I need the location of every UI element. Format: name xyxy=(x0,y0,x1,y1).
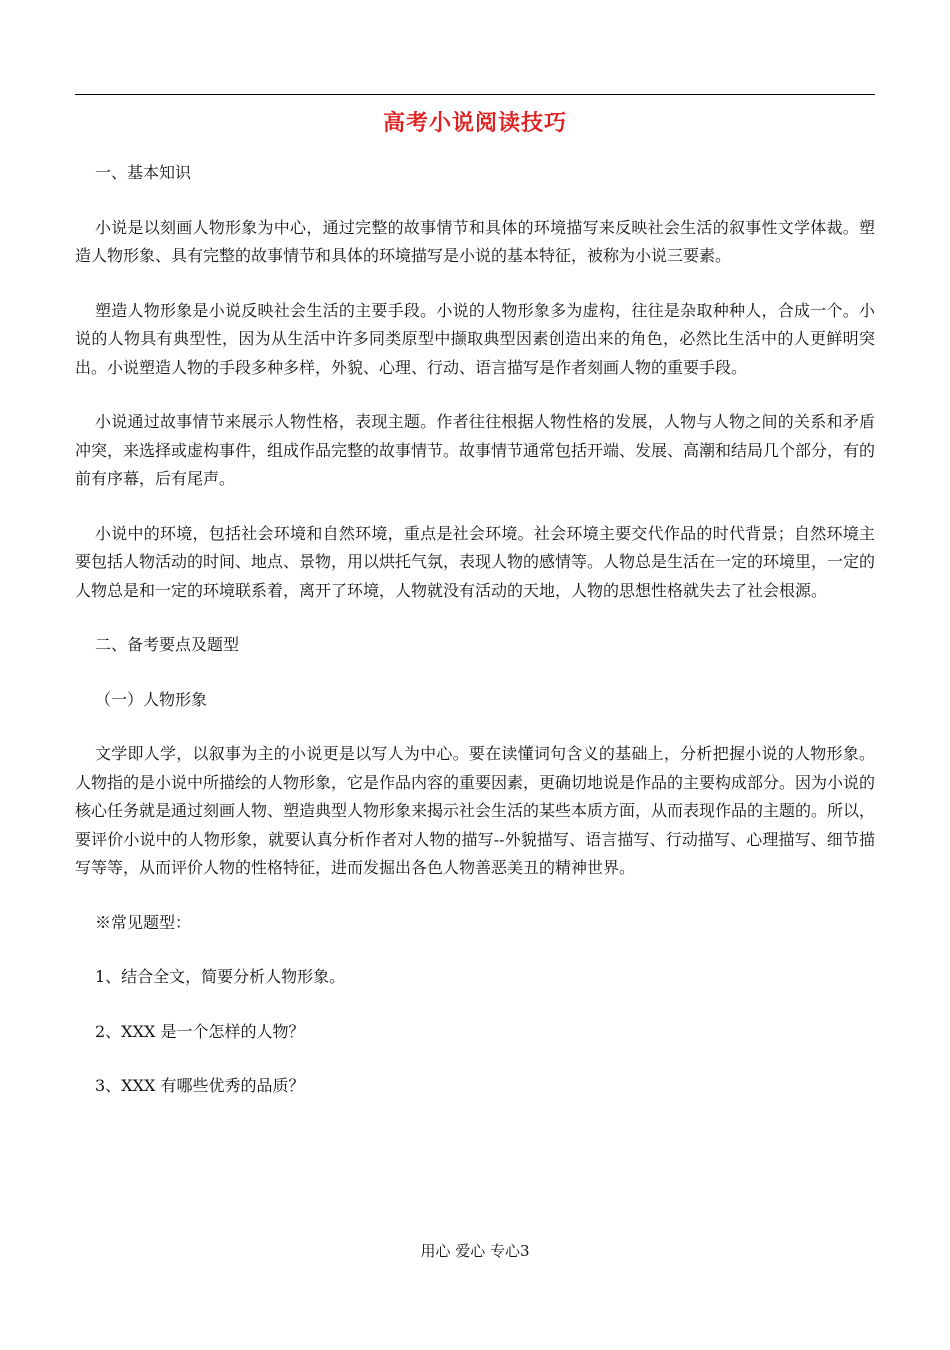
paragraph-5: 文学即人学，以叙事为主的小说更是以写人为中心。要在读懂词句含义的基础上，分析把握小说的人物形象。人物指的是小说中所描绘的人物形象，它是作品内容的重要因素，更确切地说是作品的主要构成部分。因为小说的核心任务就是通过刻画人物、塑造典型人物形象来揭示社会生活的某些本质方面，从而表现作品的主题的。所以，要评价小说中的人物形象，就要认真分析作者对人物的描写--外貌描写、语言描写、行动描写、心理描写、细节描写等等，从而评价人物的性格特征，进而发掘出各色人物善恶美丑的精神世界。 xyxy=(75,744,876,877)
paragraph-4: 小说中的环境，包括社会环境和自然环境，重点是社会环境。社会环境主要交代作品的时代背景；自然环境主要包括人物活动的时间、地点、景物，用以烘托气氛，表现人物的感情等。人物总是生活在一定的环境里，一定的人物总是和一定的环境联系着，离开了环境，人物就没有活动的天地，人物的思想性格就失去了社会根源。 xyxy=(75,523,876,600)
section-heading-exam-points: 二、备考要点及题型 xyxy=(95,635,240,654)
paragraph-2: 塑造人物形象是小说反映社会生活的主要手段。小说的人物形象多为虚构，往往是杂取种种人，合成一个。小说的人物具有典型性，因为从生活中许多同类原型中撷取典型因素创造出来的角色，必然比生活中的人更鲜明突出。小说塑造人物的手段多种多样，外貌、心理、行动、语言描写是作者刻画人物的重要手段。 xyxy=(75,300,875,377)
common-question-types-label: ※常见题型： xyxy=(95,912,192,932)
document-title: 高考小说阅读技巧 xyxy=(382,110,567,136)
question-item-3: 3、XXX 有哪些优秀的品质？ xyxy=(95,1076,305,1095)
section-heading-basic-knowledge: 一、基本知识 xyxy=(95,163,192,182)
paragraph-3: 小说通过故事情节来展示人物性格，表现主题。作者往往根据人物性格的发展，人物与人物之间的关系和矛盾冲突，来选择或虚构事件，组成作品完整的故事情节。故事情节通常包括开端、发展、高潮和结局几个部分，有的前有序幕，后有尾声。 xyxy=(75,412,876,488)
question-item-1: 1、结合全文，简要分析人物形象。 xyxy=(95,967,346,986)
question-item-2: 2、XXX 是一个怎样的人物？ xyxy=(95,1021,305,1041)
paragraph-1: 小说是以刻画人物形象为中心，通过完整的故事情节和具体的环境描写来反映社会生活的叙事性文学体裁。塑造人物形象、具有完整的故事情节和具体的环境描写是小说的基本特征，被称为小说三要素。 xyxy=(75,217,875,265)
subsection-heading-character: （一）人物形象 xyxy=(95,689,208,709)
header-rule xyxy=(75,94,875,95)
page-footer: 用心 爱心 专心3 xyxy=(420,1242,530,1260)
document-body xyxy=(75,159,875,1101)
